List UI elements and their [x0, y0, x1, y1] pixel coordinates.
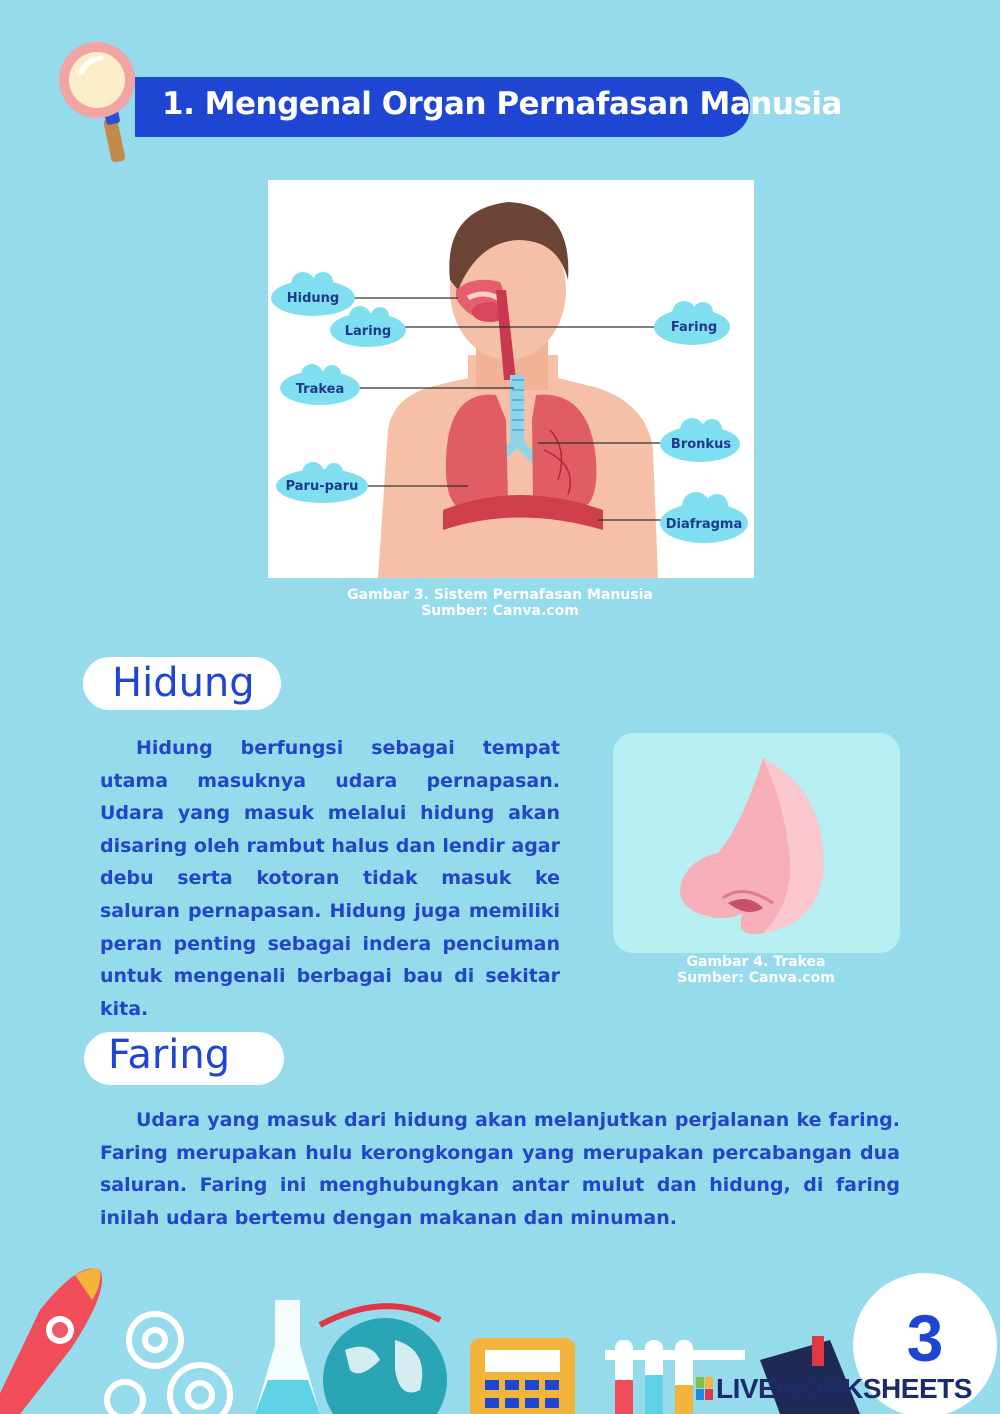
label-laring: Laring	[344, 324, 392, 339]
globe-icon	[320, 1306, 447, 1414]
label-faring: Faring	[670, 320, 718, 335]
respiratory-diagram	[268, 180, 754, 578]
diagram-caption	[300, 587, 700, 619]
nose-illustration	[613, 733, 900, 953]
nose-figure	[613, 733, 900, 953]
diagram-caption-title: Gambar 3. Sistem Pernafasan Manusia	[347, 587, 653, 603]
page-number: 3	[906, 1301, 944, 1375]
flask-icon	[255, 1300, 320, 1414]
diagram-caption-source: Sumber: Canva.com	[421, 603, 579, 619]
nose-caption-title: Gambar 4. Trakea	[686, 954, 826, 970]
faring-paragraph: Udara yang masuk dari hidung akan melanjutkan perjalanan ke faring. Faring merupakan hulu kerongkongan yang merupakan percabangan dua saluran. Faring ini menghubungkan antar mulut dan hidung, di faring inilah udara bertemu dengan makanan dan minuman.	[100, 1109, 900, 1229]
label-trakea: Trakea	[295, 382, 345, 397]
page-title: 1. Mengenal Organ Pernafasan Manusia	[162, 86, 842, 122]
respiratory-illustration	[268, 180, 754, 578]
label-hidung: Hidung	[286, 291, 340, 306]
calculator-icon	[470, 1338, 575, 1414]
liveworksheets-logo-icon	[696, 1377, 714, 1401]
hidung-paragraph: Hidung berfungsi sebagai tempat utama masuknya udara pernapasan. Udara yang masuk melalui hidung akan disaring oleh rambut halus dan lendir agar debu serta kotoran tidak masuk ke saluran pernapasan. Hidung juga memiliki peran penting sebagai indera penciuman untuk mengenali berbagai bau di sekitar kita.	[100, 737, 560, 1020]
rocket-icon	[0, 1268, 102, 1414]
gear-icon	[107, 1314, 230, 1414]
nose-caption	[640, 954, 872, 986]
label-diafragma: Diafragma	[665, 517, 743, 532]
section-heading-hidung: Hidung	[112, 660, 255, 706]
watermark: LIVEWORKSHEETS	[716, 1373, 972, 1404]
section-heading-faring: Faring	[108, 1032, 231, 1078]
label-bronkus: Bronkus	[670, 437, 732, 452]
label-paru: Paru-paru	[285, 479, 359, 494]
nose-caption-source: Sumber: Canva.com	[677, 970, 835, 986]
